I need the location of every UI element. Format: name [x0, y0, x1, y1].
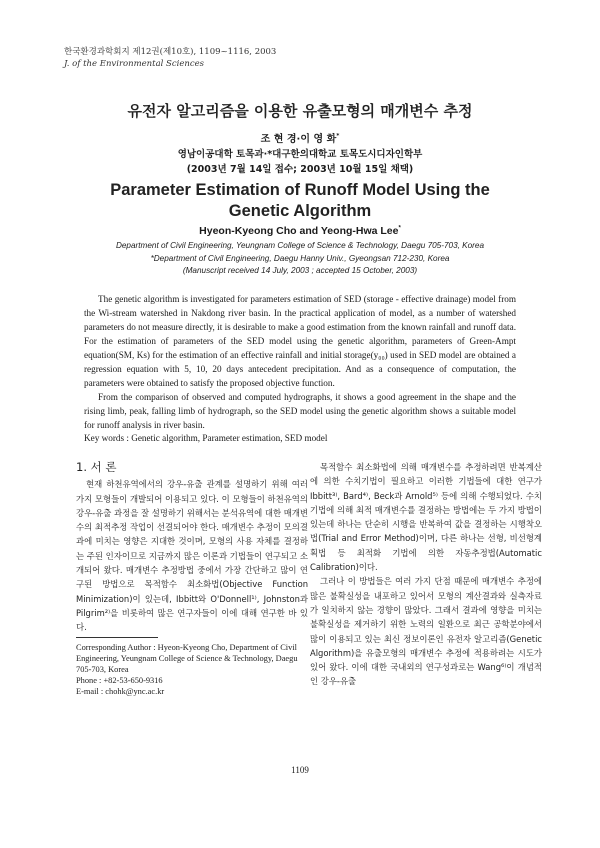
keywords: Key words : Genetic algorithm, Parameter estimation, SED model [84, 433, 328, 443]
body-column-left [76, 460, 308, 635]
abstract-paragraph-2: From the comparison of observed and computed hydrographs, it shows a good agreement in the shape and the rising limb, peak, falling limb of hydrograph, so the SED model using the genetic algorithm shows a suitable model for runoff analysis in river basin. [84, 392, 516, 430]
intro-paragraph-3: 그러나 이 방법들은 여러 가지 단점 때문에 매개변수 추정에 많은 불확실성을 내포하고 있어서 모형의 계산결과와 실측자료가 일치하지 않는 경향이 많았다. 그래서 결과에 영향을 미치는 불확실성을 제거하기 위한 노력의 일환으로 최근 공학분야에서 많이 이용되고 있는 최신 정보이론인 유전자 알고리즘(Genetic Algorithm)을 유출모형의 매개변수 추정에 적용하려는 시도가 있어 왔다. 이에 대한 국내외의 연구성과로는 Wang⁶⁾이 개념적인 강우-유출 [310, 576, 542, 687]
authors-english [0, 225, 600, 237]
authors-korean [0, 130, 600, 145]
affiliation-line-2: *Department of Civil Engineering, Daegu Hanny Univ., Gyeongsan 712-230, Korea [150, 253, 450, 263]
body-column-right [310, 460, 542, 689]
corresponding-author: Corresponding Author : Hyeon-Kyeong Cho, Department of Civil Engineering, Yeungnam College of Science & Technology, Daegu 705-703, Korea [76, 643, 298, 674]
affiliation-line-1: Department of Civil Engineering, Yeungnam College of Science & Technology, Daegu 705-703, Korea [115, 241, 485, 250]
journal-citation: 한국환경과학회지 제12권(제10호), 1109~1116, 2003 [64, 47, 277, 57]
title-english: Parameter Estimation of Runoff Model Using the Genetic Algorithm [110, 181, 490, 220]
authors-english-text: Hyeon-Kyeong Cho and Yeong-Hwa Lee [199, 225, 399, 237]
journal-name: J. of the Environmental Sciences [64, 59, 205, 69]
corresponding-email: E-mail : chohk@ync.ac.kr [76, 687, 165, 696]
abstract-paragraph-1: The genetic algorithm is investigated for parameters estimation of SED (storage - effective drainage) model from the Wi-stream watershed in Nakdong river basin. In the practical application of model, as a number of watershed parameters do not measure directly, it is desirable to make a good estimation from the known rainfall and runoff data. For the estimation of parameters of the SED model using the genetic algorithm, parameters of Green-Ampt equation(SM, Ks) for the estimation of an effective rainfall and initial storage(y₀₀) used in SED model are obtained a regression equation with 5, 10, 20 days antecedent precipitation. And as a consequence of computation, the parameters were obtained to satisfy the proposed objective function. [84, 294, 516, 388]
dates-korean: (2003년 7월 14일 접수; 2003년 10월 15일 채택) [186, 164, 414, 175]
corresponding-phone: Phone : +82-53-650-9316 [76, 676, 163, 685]
title-korean: 유전자 알고리즘을 이용한 유출모형의 매개변수 추정 [127, 102, 473, 120]
correspondence-note [76, 642, 306, 697]
abstract [84, 292, 516, 432]
journal-header [64, 46, 276, 70]
page-number: 1109 [291, 765, 309, 775]
manuscript-dates: (Manuscript received 14 July, 2003 ; accepted 15 October, 2003) [182, 266, 418, 275]
authors-english-mark: * [398, 225, 401, 232]
affiliation-korean: 영남이공대학 토목과·*대구한의대학교 토목도시디자인학부 [177, 149, 423, 160]
intro-paragraph-1: 현재 하천유역에서의 강우-유출 관계를 설명하기 위해 여러 가지 모형들이 개발되어 이용되고 있다. 이 모형들이 하천유역의 강우-유출 과정을 잘 설명하기 위해서는 분석유역에 대한 매개변수의 최적추정 작업이 선결되어야 한다. 매개변수 추정이 모의결과에 미치는 영향은 지대한 것이며, 모형의 사용 자체를 결정하는 주된 인자이므로 지금까지 많은 이론과 기법들이 연구되고 소개되어 왔다. 매개변수 추정방법 중에서 가장 간단하고 많이 연구된 방법으로 목적함수 최소화법(Objective Function Minimization)이 있는데, Ibbitt와 O'Donnell¹⁾, Johnston과 Pilgrim²⁾을 비롯하여 많은 연구자들이 이에 대해 연구한 바 있다. [76, 479, 309, 633]
section-heading-introduction: 1. 서 론 [76, 460, 117, 474]
authors-korean-text: 조 현 경·이 영 화 [260, 134, 337, 145]
intro-paragraph-2: 목적함수 최소화법에 의해 매개변수를 추정하려면 반복계산에 의한 수치기법이 필요하고 이러한 기법들에 대한 연구가 Ibbitt³⁾, Bard⁴⁾, Beck과 Arnold⁵⁾ 등에 의해 수행되었다. 수치기법에 의해 최적 매개변수를 결정하는 방법에는 두 가지 방법이 있는데 하나는 단순히 시행을 반복하여 값을 결정하는 시행착오법(Trial and Error Method)이며, 다른 하나는 선형, 비선형계획법 등 최적화 기법에 의한 자동추정법(Automatic Calibration)이다. [310, 462, 542, 573]
authors-korean-mark: * [336, 132, 340, 140]
affiliation-english [100, 240, 500, 278]
footnote-divider [76, 637, 158, 638]
